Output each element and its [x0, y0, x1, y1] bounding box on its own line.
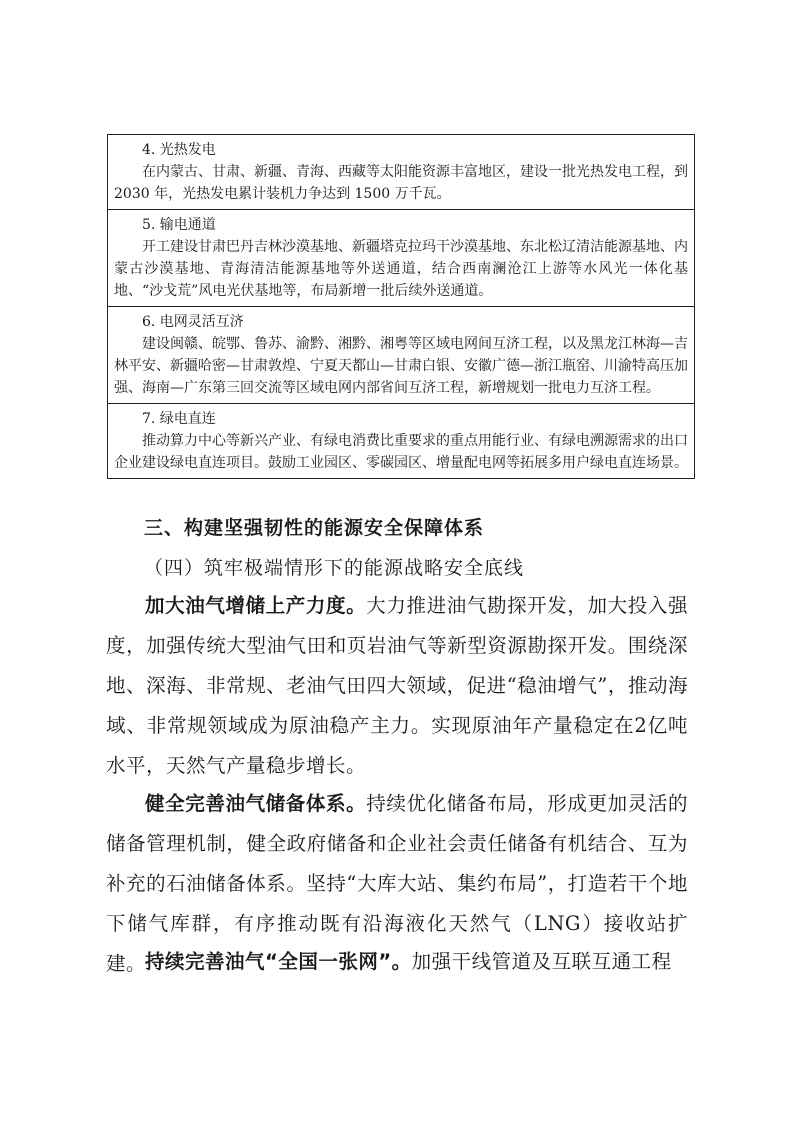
box-title: 5. 输电通道	[142, 217, 216, 233]
box-body: 在内蒙古、甘肃、新疆、青海、西藏等太阳能资源丰富地区，建设一批光热发电工程，到 2030 年，光热发电累计装机力争达到 1500 万千瓦。	[114, 164, 688, 202]
body-paragraph	[106, 586, 688, 786]
box-body: 建设闽赣、皖鄂、鲁苏、渝黔、湘黔、湘粤等区域电网间互济工程，以及黑龙江林海—吉林平安、新疆哈密—甘肃敦煌、宁夏天都山—甘肃白银、安徽广德—浙江瓶窑、川渝特高压加强、海南—广东第三回交流等区域电网内部省间互济工程，新增规划一批电力互济工程。	[114, 336, 688, 396]
project-box	[108, 404, 695, 479]
body-paragraph	[106, 942, 688, 982]
box-title: 4. 光热发电	[142, 142, 216, 158]
box-body: 开工建设甘肃巴丹吉林沙漠基地、新疆塔克拉玛干沙漠基地、东北松辽清洁能源基地、内蒙古沙漠基地、青海清洁能源基地等外送通道，结合西南澜沧江上游等水风光一体化基地、“沙戈荒”风电光伏基地等，布局新增一批后续外送通道。	[114, 239, 688, 299]
paragraph-text: 大力推进油气勘探开发，加大投入强度，加强传统大型油气田和页岩油气等新型资源勘探开发。围绕深地、深海、非常规、老油气田四大领域，促进“稳油增气”，推动海域、非常规领域成为原油稳产主力。实现原油年产量稳定在2亿吨水平，天然气产量稳步增长。	[106, 594, 688, 777]
paragraph-text: 加强干线管道及互联互通工程	[411, 950, 672, 973]
project-box-table	[107, 134, 695, 479]
project-box-row	[108, 404, 695, 479]
project-box-row	[108, 210, 695, 307]
box-body: 推动算力中心等新兴产业、有绿电消费比重要求的重点用能行业、有绿电溯源需求的出口企业建设绿电直连项目。鼓励工业园区、零碳园区、增量配电网等拓展多用户绿电直连场景。	[114, 433, 688, 471]
project-box	[108, 210, 695, 307]
paragraph-lead: 加大油气增储上产力度。	[145, 594, 367, 617]
project-box-row	[108, 307, 695, 404]
paragraph-text: 持续优化储备布局，形成更加灵活的储备管理机制，健全政府储备和企业社会责任储备有机结合、互为补充的石油储备体系。坚持“大库大站、集约布局”，打造若干个地下储气库群，有序推动既有沿海液化天然气（LNG）接收站扩建。	[106, 792, 688, 975]
box-title: 7. 绿电直连	[142, 411, 216, 427]
paragraph-lead: 健全完善油气储备体系。	[145, 792, 367, 815]
project-box	[108, 307, 695, 404]
section-heading: 三、构建坚强韧性的能源安全保障体系	[144, 517, 485, 539]
project-box	[108, 135, 695, 210]
box-title: 6. 电网灵活互济	[142, 314, 244, 330]
sub-heading: （四）筑牢极端情形下的能源战略安全底线	[144, 557, 525, 579]
paragraph-lead: 持续完善油气“全国一张网”。	[145, 950, 412, 973]
project-box-row	[108, 135, 695, 210]
